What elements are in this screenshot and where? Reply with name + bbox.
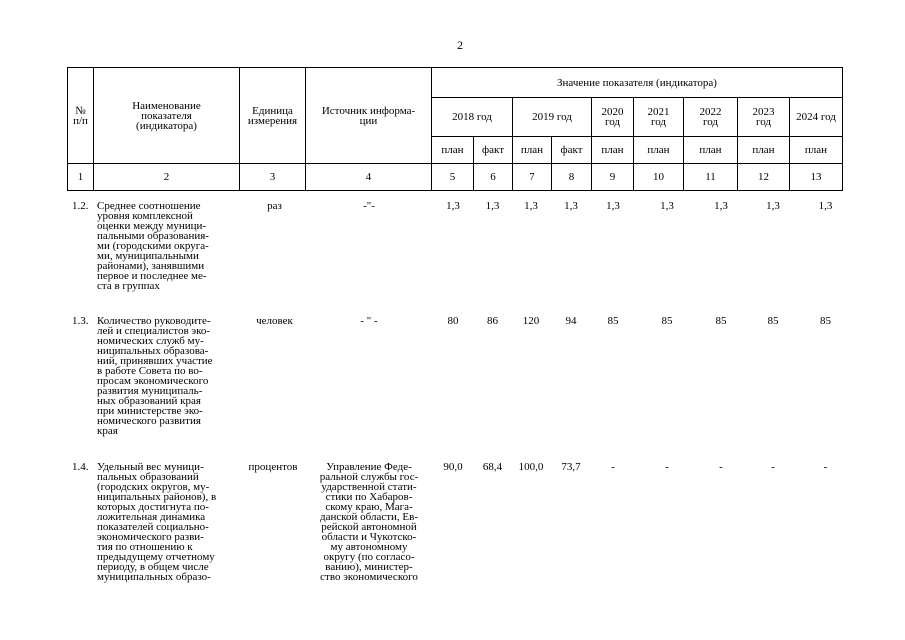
value-2019-fact: 1,3 [564, 200, 578, 212]
header-year-2024: 2024 год [790, 98, 843, 137]
column-number: 8 [552, 164, 592, 191]
value-2020-plan: - [611, 461, 615, 473]
column-number: 10 [634, 164, 684, 191]
value-2018-fact: 1,3 [485, 200, 500, 212]
value-2024-plan: 85 [820, 315, 831, 327]
column-number: 12 [738, 164, 790, 191]
value-2019-fact: 73,7 [561, 461, 581, 473]
header-year-2020: 2020 год [592, 98, 634, 137]
value-2023-plan: 85 [767, 315, 779, 327]
indicator-table-header [67, 67, 843, 191]
value-2023-plan: 1,3 [766, 200, 780, 212]
value-2024-plan: 1,3 [818, 200, 833, 212]
row-number: 1.2. [72, 200, 89, 212]
column-number: 2 [94, 164, 240, 191]
column-number: 6 [474, 164, 513, 191]
column-number: 4 [306, 164, 432, 191]
header-year-2018: 2018 год [432, 98, 513, 137]
value-2022-plan: 85 [715, 315, 727, 327]
source: -"- [363, 200, 375, 212]
indicator-name: Удельный вес муници- пальных образований (городских округов, му- ниципальных районов), в которых достигнута по- ложительная динамика показателей социально- экономического разви- тия по отношению к предыдущему отчетному периоду, в общем числе муниципальных образо- [97, 461, 217, 583]
header-sub-fact: факт [474, 137, 513, 164]
value-2020-plan: 1,3 [606, 200, 620, 212]
value-2021-plan: - [665, 461, 669, 473]
header-sub-plan: план [684, 137, 738, 164]
value-2018-fact: 86 [487, 315, 498, 327]
header-sub-plan: план [790, 137, 843, 164]
source: - " - [360, 315, 378, 327]
source: Управление Феде- ральной службы гос- ударственной стати- стики по Хабаров- скому краю, Мага- данской области, Ев- рейской автономной области и Чукотско- му автономному округу (по согласо- ванию), министер- ство экономического [319, 461, 419, 583]
column-number: 9 [592, 164, 634, 191]
value-2021-plan: 85 [661, 315, 673, 327]
header-unit: Единица измерения [240, 68, 306, 164]
header-sub-fact: факт [552, 137, 592, 164]
page-number: 2 [457, 38, 463, 52]
column-number: 7 [513, 164, 552, 191]
value-2022-plan: - [719, 461, 723, 473]
value-2023-plan: - [771, 461, 775, 473]
indicator-name: Среднее соотношение уровня комплексной оценки между муници- пальными образования- ми (городскими округа- ми, муниципальными районами), занявшими первое и последнее ме- ста в группах [97, 200, 209, 292]
header-indicator-name: Наименование показателя (индикатора) [94, 68, 240, 164]
header-year-2019: 2019 год [513, 98, 592, 137]
header-sub-plan: план [592, 137, 634, 164]
value-2019-plan: 100,0 [518, 461, 544, 473]
row-number: 1.3. [72, 315, 89, 327]
value-2018-fact: 68,4 [482, 461, 503, 473]
value-2022-plan: 1,3 [714, 200, 728, 212]
column-number: 1 [68, 164, 94, 191]
value-2018-plan: 1,3 [446, 200, 460, 212]
column-number: 5 [432, 164, 474, 191]
value-2021-plan: 1,3 [660, 200, 674, 212]
unit: процентов [248, 461, 298, 473]
column-number: 13 [790, 164, 843, 191]
column-number: 3 [240, 164, 306, 191]
header-year-2023: 2023 год [738, 98, 790, 137]
header-indicator-value: Значение показателя (индикатора) [432, 68, 843, 98]
header-sub-plan: план [738, 137, 790, 164]
column-number: 11 [684, 164, 738, 191]
value-2024-plan: - [823, 461, 828, 473]
header-year-2022: 2022 год [684, 98, 738, 137]
value-2018-plan: 80 [447, 315, 459, 327]
row-number: 1.4. [72, 461, 89, 473]
indicator-name: Количество руководите- лей и специалистов эко- номических служб му- ниципальных образова- ний, принявших участие в работе Совета по во- просам экономического развития муниципаль- ных образований края при министерстве эко- номического развития края [97, 315, 213, 437]
value-2020-plan: 85 [607, 315, 619, 327]
header-sub-plan: план [513, 137, 552, 164]
value-2018-plan: 90,0 [443, 461, 463, 473]
unit: человек [256, 315, 293, 327]
header-sub-plan: план [634, 137, 684, 164]
value-2019-fact: 94 [565, 315, 577, 327]
header-year-2021: 2021 год [634, 98, 684, 137]
value-2019-plan: 1,3 [524, 200, 538, 212]
header-sub-plan: план [432, 137, 474, 164]
header-row-number: № п/п [68, 68, 94, 164]
header-source: Источник информа- ции [306, 68, 432, 164]
value-2019-plan: 120 [522, 315, 540, 327]
unit: раз [267, 200, 282, 212]
